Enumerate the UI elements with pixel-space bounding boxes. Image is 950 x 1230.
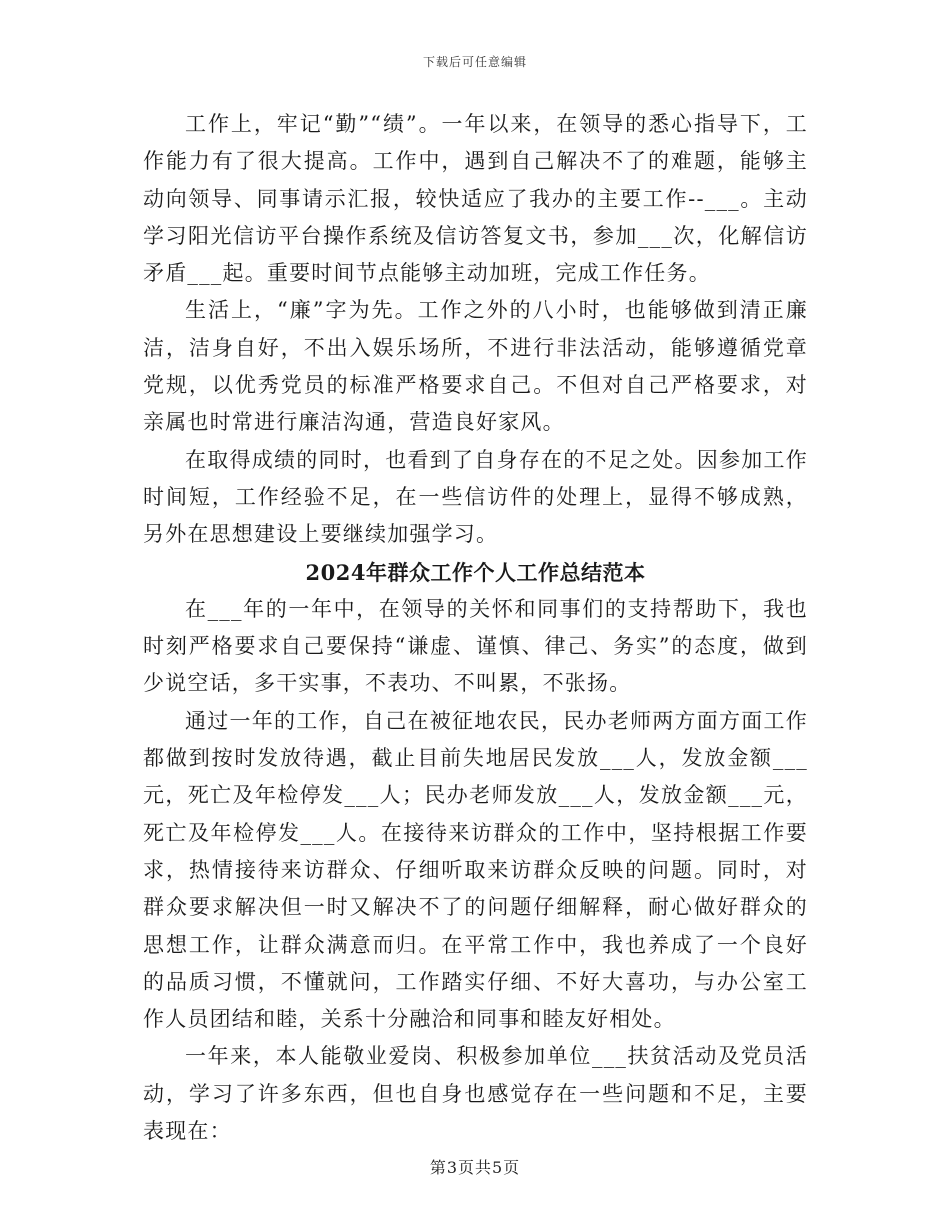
paragraph-shortcomings: 在取得成绩的同时，也看到了自身存在的不足之处。因参加工作时间短，工作经验不足，在一些信访件的处理上，显得不够成熟，另外在思想建设上要继续加强学习。 [143,447,808,547]
paragraph-life: 生活上，“廉”字为先。工作之外的八小时，也能够做到清正廉洁，洁身自好，不出入娱乐场所，不进行非法活动，能够遵循党章党规，以优秀党员的标准严格要求自己。不但对自己严格要求，对亲属也时常进行廉洁沟通，营造良好家风。 [143,298,808,435]
paragraph-reflection: 一年来，本人能敬业爱岗、积极参加单位___扶贫活动及党员活动，学习了许多东西，但也自身也感觉存在一些问题和不足，主要表现在： [143,1044,808,1144]
paragraph-achievements: 通过一年的工作，自己在被征地农民，民办老师两方面方面工作都做到按时发放待遇，截止目前失地居民发放___人，发放金额___元，死亡及年检停发___人；民办老师发放___人，发放金额___元，死亡及年检停发___人。在接待来访群众的工作中，坚持根据工作要求，热情接待来访群众、仔细听取来访群众反映的问题。同时，对群众要求解决但一时又解决不了的问题仔细解释，耐心做好群众的思想工作，让群众满意而归。在平常工作中，我也养成了一个良好的品质习惯，不懂就问，工作踏实仔细、不好大喜功，与办公室工作人员团结和睦，关系十分融洽和同事和睦友好相处。 [143,708,808,1032]
section-title: 2024年群众工作个人工作总结范本 [305,559,646,585]
paragraph-intro: 在___年的一年中，在领导的关怀和同事们的支持帮助下，我也时刻严格要求自己要保持“谦虚、谨慎、律己、务实”的态度，做到少说空话，多干实事，不表功、不叫累，不张扬。 [143,596,808,696]
page-header-note: 下载后可任意编辑 [422,55,527,69]
paragraph-work: 工作上，牢记“勤”“绩”。一年以来，在领导的悉心指导下，工作能力有了很大提高。工作中，遇到自己解决不了的难题，能够主动向领导、同事请示汇报，较快适应了我办的主要工作--___。主动学习阳光信访平台操作系统及信访答复文书，参加___次，化解信访矛盾___起。重要时间节点能够主动加班，完成工作任务。 [143,112,808,286]
page-number: 第3页共5页 [429,1158,521,1177]
document-body [143,106,808,1150]
